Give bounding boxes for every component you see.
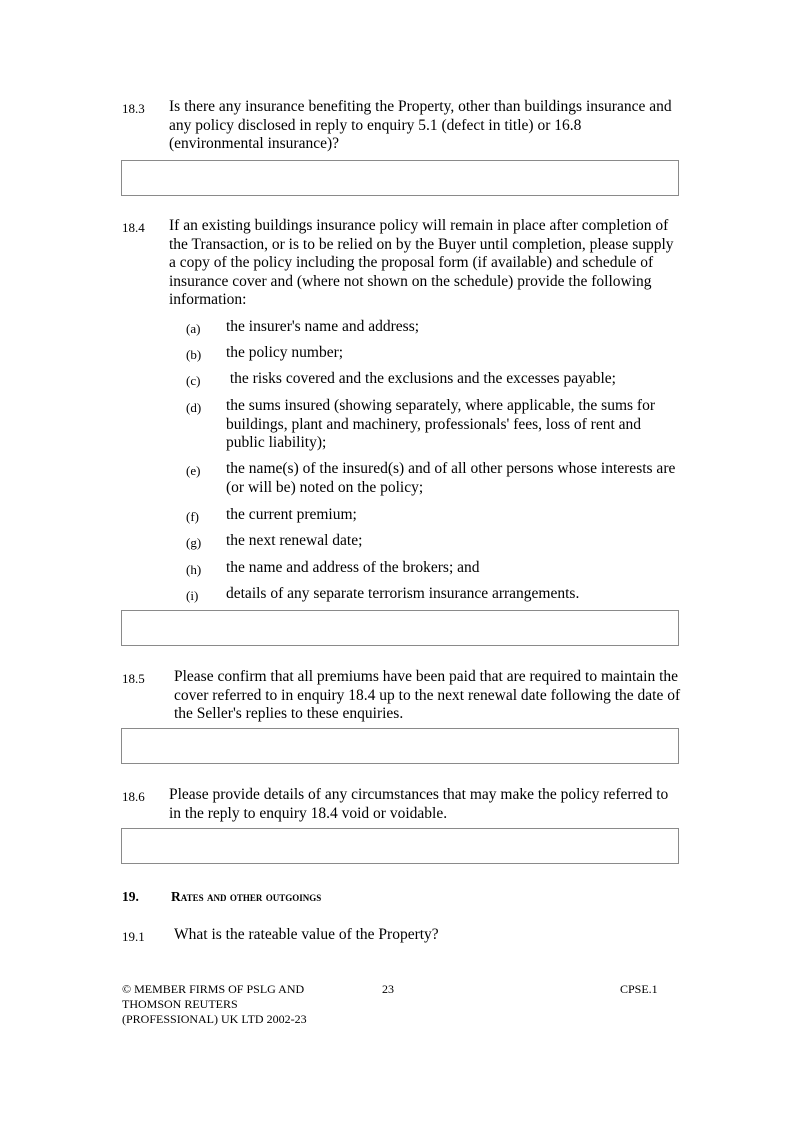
list-item-label: (a) (186, 321, 201, 336)
list-item-e (186, 460, 686, 497)
list-item-i (186, 585, 686, 604)
section-title: Rates and other outgoings (171, 889, 322, 904)
footer-copyright: © MEMBER FIRMS OF PSLG AND THOMSON REUTERS (PROFESSIONAL) UK LTD 2002-23 (122, 982, 307, 1026)
list-item-label: (d) (186, 400, 202, 415)
list-item-b (186, 344, 686, 363)
list-item-d (186, 397, 686, 453)
list-item-label: (g) (186, 535, 202, 550)
list-item-text: the sums insured (showing separately, where applicable, the sums for buildings, plant and machinery, professionals' fees, loss of rent and public liability); (226, 397, 656, 451)
question-19-1 (122, 926, 682, 945)
question-number: 18.5 (122, 671, 145, 686)
question-text: If an existing buildings insurance policy will remain in place after completion of the Transaction, or is to be relied on by the Buyer until completion, please supply a copy of the policy including the proposal form (if available) and schedule of insurance cover and (where not shown on the schedule) provide the following information: (169, 217, 674, 308)
list-item-label: (h) (186, 562, 202, 577)
question-number: 18.3 (122, 101, 145, 116)
question-text: Please provide details of any circumstances that may make the policy referred to in the reply to enquiry 18.4 void or voidable. (169, 786, 669, 822)
list-item-label: (e) (186, 463, 201, 478)
list-item-text: the next renewal date; (226, 532, 363, 549)
footer-page-number: 23 (382, 982, 394, 996)
list-item-text: the insurer's name and address; (226, 318, 420, 335)
answer-box-18-5[interactable] (121, 728, 679, 764)
question-text: Please confirm that all premiums have been paid that are required to maintain the cover referred to in enquiry 18.4 up to the next renewal date following the date of the Seller's replies to these enquiries. (174, 668, 681, 722)
list-item-text: the risks covered and the exclusions and the excesses payable; (226, 370, 616, 387)
question-number: 18.4 (122, 220, 145, 235)
list-item-a (186, 318, 686, 337)
list-item-f (186, 506, 686, 525)
list-item-text: the name and address of the brokers; and (226, 559, 480, 576)
question-18-6 (122, 786, 682, 823)
question-text: Is there any insurance benefiting the Property, other than buildings insurance and any policy disclosed in reply to enquiry 5.1 (defect in title) or 16.8 (environmental insurance)? (169, 98, 672, 152)
list-item-text: the name(s) of the insured(s) and of all other persons whose interests are (or will be) noted on the policy; (226, 460, 676, 496)
list-item-g (186, 532, 686, 551)
list-item-h (186, 559, 686, 578)
answer-box-18-3[interactable] (121, 160, 679, 196)
section-number: 19. (122, 889, 139, 904)
list-item-label: (c) (186, 373, 201, 388)
answer-box-18-6[interactable] (121, 828, 679, 864)
question-18-5 (122, 668, 682, 724)
question-18-3 (122, 98, 682, 154)
question-number: 19.1 (122, 929, 145, 944)
list-item-text: the policy number; (226, 344, 344, 361)
list-item-label: (i) (186, 588, 199, 603)
list-item-text: the current premium; (226, 506, 357, 523)
list-item-text: details of any separate terrorism insurance arrangements. (226, 585, 580, 602)
answer-box-18-4[interactable] (121, 610, 679, 646)
list-item-c (186, 370, 686, 389)
question-text: What is the rateable value of the Property? (174, 926, 439, 943)
list-item-label: (b) (186, 347, 202, 362)
list-item-label: (f) (186, 509, 199, 524)
question-18-4 (122, 217, 682, 310)
footer-form-code: CPSE.1 (620, 982, 658, 996)
question-number: 18.6 (122, 789, 145, 804)
